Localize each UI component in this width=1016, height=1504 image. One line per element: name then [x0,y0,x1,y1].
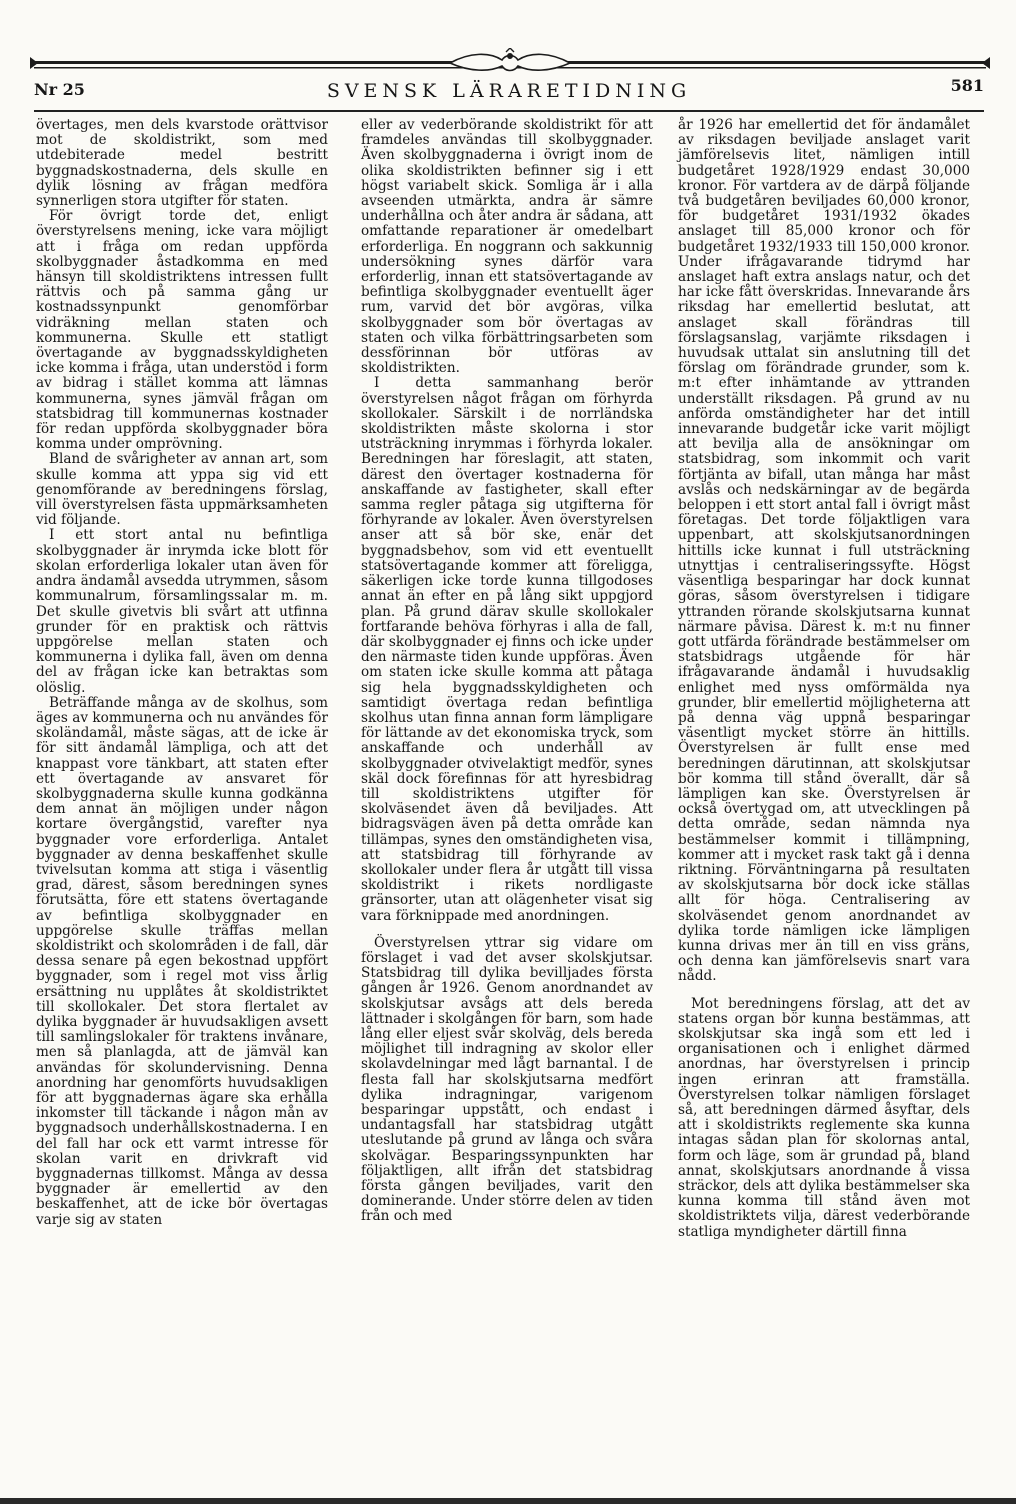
paragraph: övertages, men dels kvarstode orättvisor mot de skoldistrikt, som med utdebiterade medel bestritt byggnadskostnaderna, dels skulle en dylik lösning av frågan medföra synnerligen stora utgifter för staten. [36,117,328,210]
paragraph: Överstyrelsen yttrar sig vidare om förslaget i vad det avser skolskjutsar. Statsbidrag till dylika bevilljades första gången år 1926. Genom anordnandet av skolskjutsar avsågs att dels bereda lättnader i skolgången för barn, som hade lång eller eljest svår skolväg, dels bereda möjlighet till indragning av skolor eller skolavdelningar med lågt barnantal. I de flesta fall har skolskjutsarna medfört dylika indragningar, varigenom besparingar uppstått, och endast i undantagsfall har statsbidrag utgått uteslutande på grund av långa och svåra skolvägar. Besparingssynpunkten har följaktligen, allt ifrån det statsbidrag första gången beviljades, varit den dominerande. Under större delen av tiden från och med [361,934,653,1225]
paragraph: Mot beredningens förslag, att det av statens organ bör kunna bestämmas, att skolskjutsar ska ingå som ett led i organisationen och i enlighet därmed anordnas, har överstyrelsen i princip ingen erinran att framställa. Överstyrelsen tolkar nämligen förslaget så, att beredningen därmed åsyftar, dels att i skoldistrikts reglemente ska kunna intagas sådan plan för skolornas antal, form och läge, som är grundad på, bland annat, skolskjutsars anordnande å vissa sträckor, dels att dylika bestämmelser ska kunna komma till stånd även mot skoldistriktets vilja, därest vederbörande statliga myndigheter därtill finna [678,995,970,1240]
header-divider [34,110,984,112]
text-column-2 [361,118,653,1225]
text-column-3 [678,118,970,1240]
paragraph: Beträffande många av de skolhus, som äges av kommunerna och nu användes för skoländamål, måste sägas, att de icke är för sitt ändamål lämpliga, och att det knappast vore tänkbart, att staten efter ett övertagande av ansvaret för skolbyggnaderna skulle kunna godkänna dem annat än möjligen under någon kortare övergångstid, varefter nya byggnader vore erforderliga. Antalet byggnader av denna beskaffenhet skulle tvivelsutan komma att stiga i väsentlig grad, därest, såsom beredningen synes förutsätta, före ett statens övertagande av befintliga skolbyggnader en uppgörelse skulle träffas mellan skoldistrikt och skolområden i de fall, där dessa senare på egen bekostnad uppfört byggnader, som i regel mot viss årlig ersättning nu upplåtes åt skoldistriktet till skollokaler. Det stora flertalet av dylika byggnader är huvudsakligen avsett till samlingslokaler för traktens invånare, men så planlagda, att de jämväl kan användas för skolundervisning. Denna anordning har genomförts huvudsakligen för att byggnadernas ägare ska erhålla inkomster till täckande i någon mån av byggnadsoch underhållskostnaderna. I en del fall har ock ett varmt intresse för skolan varit en drivkraft vid byggnadernas tillkomst. Många av dessa byggnader är emellertid av den beskaffenhet, att de icke bör övertagas varje sig av staten [36,694,328,1228]
paragraph: år 1926 har emellertid det för ändamålet av riksdagen beviljade anslaget varit jämförelsevis litet, nämligen intill budgetåret 1928/1929 endast 30,000 kronor. För vartdera av de därpå följande två budgetåren beviljades 60,000 kronor, för budgetåret 1931/1932 ökades anslaget till 85,000 kronor och för budgetåret 1932/1933 till 150,000 kronor. Under ifrågavarande tidrymd har anslaget haft extra anslags natur, och det har icke fått överskridas. Innevarande års riksdag har emellertid beslutat, att anslaget skall förändras till förslagsanslag, varjämte riksdagen i huvudsak uttalat sin anslutning till det förslag om förändrade grunder, som k. m:t efter inhämtande av yttranden underställt riksdagen. På grund av nu anförda omständigheter har det intill innevarande budgetår icke varit möjligt att bevilja alla de ansökningar om statsbidrag, som inkommit och varit förtjänta av bifall, utan många har måst avslås och nedskärningar av de begärda beloppen i ett stort antal fall i övrigt måst företagas. Det torde följaktligen vara uppenbart, att skolskjutsanordningen hittills icke kunnat i full utsträckning utnyttjas i centraliseringssyfte. Högst väsentliga besparingar har dock kunnat göras, såsom överstyrelsen i tidigare yttranden rörande skolskjutsarna kunnat närmare påvisa. Därest k. m:t nu finner gott utfärda förändrade bestämmelser om statsbidrags utgående för här ifrågavarande ändamål i huvudsaklig enlighet med nyss omförmälda nya grunder, blir emellertid möjligheterna att på denna väg uppnå besparingar väsentligt mycket större än hittills. Överstyrelsen är fullt ense med beredningen därutinnan, att skolskjutsar bör komma till stånd överallt, där så lämpligen kan ske. Överstyrelsen är också övertygad om, att utvecklingen på detta område, sedan nämnda nya bestämmelser kommit i tillämpning, kommer att i mycket rask takt gå i denna riktning. Förväntningarna på resultaten av skolskjutsarna bör dock icke ställas allt för höga. Centralisering av skolväsendet genom anordnandet av dylika torde nämligen icke lämpligen kunna drivas mer än till en viss gräns, och denna kan jämförelsevis snart vara nådd. [678,117,970,985]
journal-title: SVENSK LÄRARETIDNING [326,80,692,102]
text-column-1 [36,118,328,1228]
paragraph: Bland de svårigheter av annan art, som skulle komma att yppa sig vid ett genomförande av beredningens förslag, vill överstyrelsen fästa uppmärksamheten vid följande. [36,451,328,529]
issue-number: Nr 25 [34,80,85,99]
paragraph: För övrigt torde det, enligt överstyrelsens mening, icke vara möjligt att i fråga om redan uppförda skolbyggnader åstadkomma en med hänsyn till skoldistriktens intressen fullt rättvis och på samma gång ur kostnadssynpunkt genomförbar vidräkning mellan staten och kommunerna. Skulle ett statligt övertagande av byggnadsskyldigheten icke komma i fråga, utan understöd i form av bidrag i stället komma att lämnas kommunerna, synes jämväl frågan om statsbidrag till kommunernas kostnader för redan uppförda skolbyggnader böra komma under omprövning. [36,208,329,453]
paragraph: I ett stort antal nu befintliga skolbyggnader är inrymda icke blott för skolan erforderliga lokaler utan även för andra ändamål avsedda utrymmen, såsom kommunalrum, församlingssalar m. m. Det skulle givetvis bli svårt att utfinna grunder för en praktisk och rättvis uppgörelse mellan staten och kommunerna i dylika fall, även om denna del av frågan icke kan betraktas som olöslig. [36,527,328,696]
paragraph: I detta sammanhang berör överstyrelsen något frågan om förhyrda skollokaler. Särskilt i de norrländska skoldistrikten måste skolorna i stor utsträckning inrymmas i förhyrda lokaler. Beredningen har föreslagit, att staten, därest den övertager kostnaderna för anskaffande av fastigheter, skall efter samma regler påtaga sig utgifterna för förhyrande av lokaler. Även överstyrelsen anser att så bör ske, enär det byggnadsbehov, som vid ett eventuellt statsövertagande kommer att föreligga, säkerligen icke torde kunna tillgodoses annat än efter en på lång sikt uppgjord plan. På grund därav skulle skollokaler fortfarande behöva förhyras i alla de fall, där skolbyggnader ej finns och icke under den närmaste tiden kunde uppföras. Även om staten icke skulle komma att påtaga sig hela byggnadsskyldigheten och samtidigt övertaga redan befintliga skolhus utan finna annan form lämpligare för lättande av det ekonomiska tryck, som anskaffande och underhåll av skolbyggnader otvivelaktigt medför, synes skäl dock förefinnas för att hyresbidrag till skoldistriktens utgifter för skolväsendet även då beviljades. Att bidragsvägen även på detta område kan tillämpas, synes den omständigheten visa, att statsbidrag till förhyrande av skollokaler under flera år utgått till vissa skoldistrikt i rikets nordligaste gränsorter, utan att olägenheter visat sig vara förknippade med anordningen. [361,375,653,924]
paragraph: eller av vederbörande skoldistrikt för att framdeles användas till skolbyggnader. Även skolbyggnaderna i övrigt inom de olika skoldistrikten befinner sig i ett högst variabelt skick. Somliga är i alla avseenden utmärkta, andra är sämre underhållna och åter andra är sådana, att omfattande reparationer är omedelbart erforderliga. En noggrann och sakkunnig undersökning synes därför vara erforderlig, innan ett statsövertagande av befintliga skolbyggnader eventuellt äger rum, varvid det bör avgöras, vilka skolbyggnader som bör övertagas av staten och vilka förbättringsarbeten som dessförinnan bör utföras av skoldistrikten. [361,117,653,377]
header-ornament-rule [30,48,990,78]
page-number: 581 [950,76,984,95]
masthead [30,76,988,104]
page-bottom-edge [0,1498,1016,1504]
